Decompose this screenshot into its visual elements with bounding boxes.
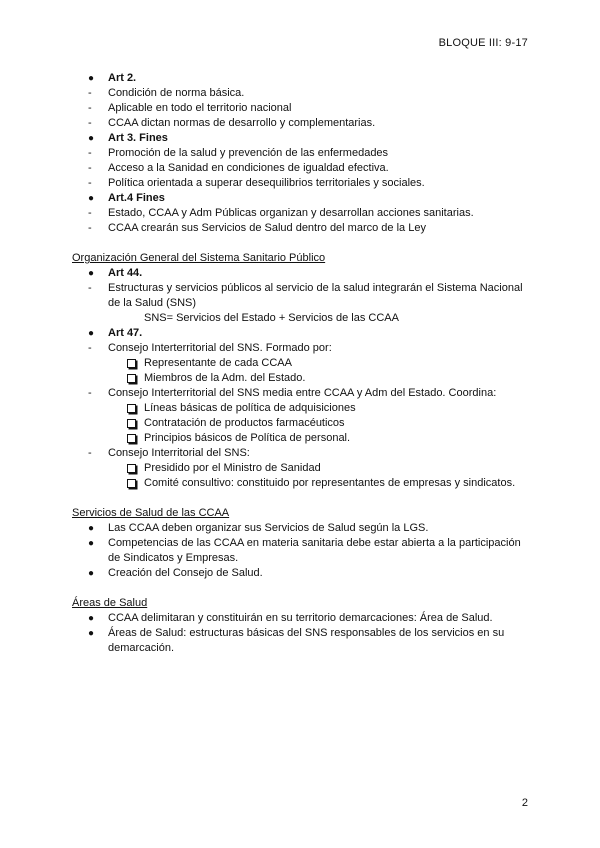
list-item: - Política orientada a superar desequilibrios territoriales y sociales. xyxy=(88,177,425,189)
list-item: - Promoción de la salud y prevención de las enfermedades xyxy=(88,147,389,159)
list-item-continuation: de Sindicatos y Empresas. xyxy=(108,552,239,564)
list-item: - CCAA crearán sus Servicios de Salud dentro del marco de la Ley xyxy=(88,222,426,234)
bullet-icon: ● xyxy=(88,73,95,84)
dash-icon: - xyxy=(88,342,92,354)
list-item: ● Competencias de las CCAA en materia sanitaria debe estar abierta a la participación xyxy=(88,537,521,549)
sub-list-item: Presidido por el Ministro de Sanidad xyxy=(72,461,532,476)
list-item: ● Las CCAA deben organizar sus Servicios de Salud según la LGS. xyxy=(88,522,429,534)
page-header: BLOQUE III: 9-17 xyxy=(438,37,528,49)
list-item: - Consejo Interterritorial del SNS media entre CCAA y Adm del Estado. Coordina: xyxy=(88,387,497,399)
list-item-continuation: demarcación. xyxy=(108,642,175,654)
bullet-icon: ● xyxy=(88,268,95,279)
list-item: - Consejo Interterritorial del SNS. Formado por: xyxy=(88,342,332,354)
checkbox-bullet-icon xyxy=(127,476,136,493)
dash-icon: - xyxy=(88,162,92,174)
page-number: 2 xyxy=(521,797,528,809)
bullet-icon: ● xyxy=(88,568,95,579)
bullet-icon: ● xyxy=(88,133,95,144)
list-item-continuation: de la Salud (SNS) xyxy=(108,297,197,309)
dash-icon: - xyxy=(88,447,92,459)
dash-icon: - xyxy=(88,147,92,159)
list-item: - Estado, CCAA y Adm Públicas organizan y desarrollan acciones sanitarias. xyxy=(88,207,474,219)
list-item: ● CCAA delimitaran y constituirán en su territorio demarcaciones: Área de Salud. xyxy=(88,612,493,624)
list-item: - Consejo Interritorial del SNS: xyxy=(88,447,250,459)
list-item: - Estructuras y servicios públicos al servicio de la salud integrarán el Sistema Nacional xyxy=(88,282,523,294)
dash-icon: - xyxy=(88,87,92,99)
sub-list-item: Representante de cada CCAA xyxy=(72,356,532,371)
dash-icon: - xyxy=(88,282,92,294)
list-item: - Aplicable en todo el territorio nacional xyxy=(88,102,292,114)
list-item-art44: ● Art 44. xyxy=(88,267,143,279)
section-heading-areas: Áreas de Salud xyxy=(72,597,148,609)
sns-formula: SNS= Servicios del Estado + Servicios de las CCAA xyxy=(144,312,399,324)
bullet-icon: ● xyxy=(88,613,95,624)
bullet-icon: ● xyxy=(88,328,95,339)
list-item: ● Creación del Consejo de Salud. xyxy=(88,567,263,579)
bullet-icon: ● xyxy=(88,523,95,534)
list-item: - Acceso a la Sanidad en condiciones de igualdad efectiva. xyxy=(88,162,389,174)
dash-icon: - xyxy=(88,207,92,219)
bullet-icon: ● xyxy=(88,193,95,204)
sub-list-item: Comité consultivo: constituido por representantes de empresas y sindicatos. xyxy=(72,476,532,491)
bullet-icon: ● xyxy=(88,628,95,639)
document-body xyxy=(72,71,532,656)
sub-list-item: Contratación de productos farmacéuticos xyxy=(72,416,532,431)
sub-list-item: Miembros de la Adm. del Estado. xyxy=(72,371,532,386)
section-heading-servicios: Servicios de Salud de las CCAA xyxy=(72,507,230,519)
sub-list-item: Principios básicos de Política de personal. xyxy=(72,431,532,446)
dash-icon: - xyxy=(88,102,92,114)
list-item-art3: ● Art 3. Fines xyxy=(88,132,168,144)
list-item: - CCAA dictan normas de desarrollo y complementarias. xyxy=(88,117,376,129)
sub-list-item: Líneas básicas de política de adquisiciones xyxy=(72,401,532,416)
section-heading-organizacion: Organización General del Sistema Sanitario Público xyxy=(72,252,326,264)
dash-icon: - xyxy=(88,117,92,129)
bullet-icon: ● xyxy=(88,538,95,549)
list-item: ● Áreas de Salud: estructuras básicas del SNS responsables de los servicios en su xyxy=(88,627,505,639)
dash-icon: - xyxy=(88,222,92,234)
list-item-art2: ● Art 2. xyxy=(88,72,137,84)
dash-icon: - xyxy=(88,387,92,399)
dash-icon: - xyxy=(88,177,92,189)
list-item-art47: ● Art 47. xyxy=(88,327,143,339)
list-item-art4: ● Art.4 Fines xyxy=(88,192,165,204)
list-item: - Condición de norma básica. xyxy=(88,87,245,99)
